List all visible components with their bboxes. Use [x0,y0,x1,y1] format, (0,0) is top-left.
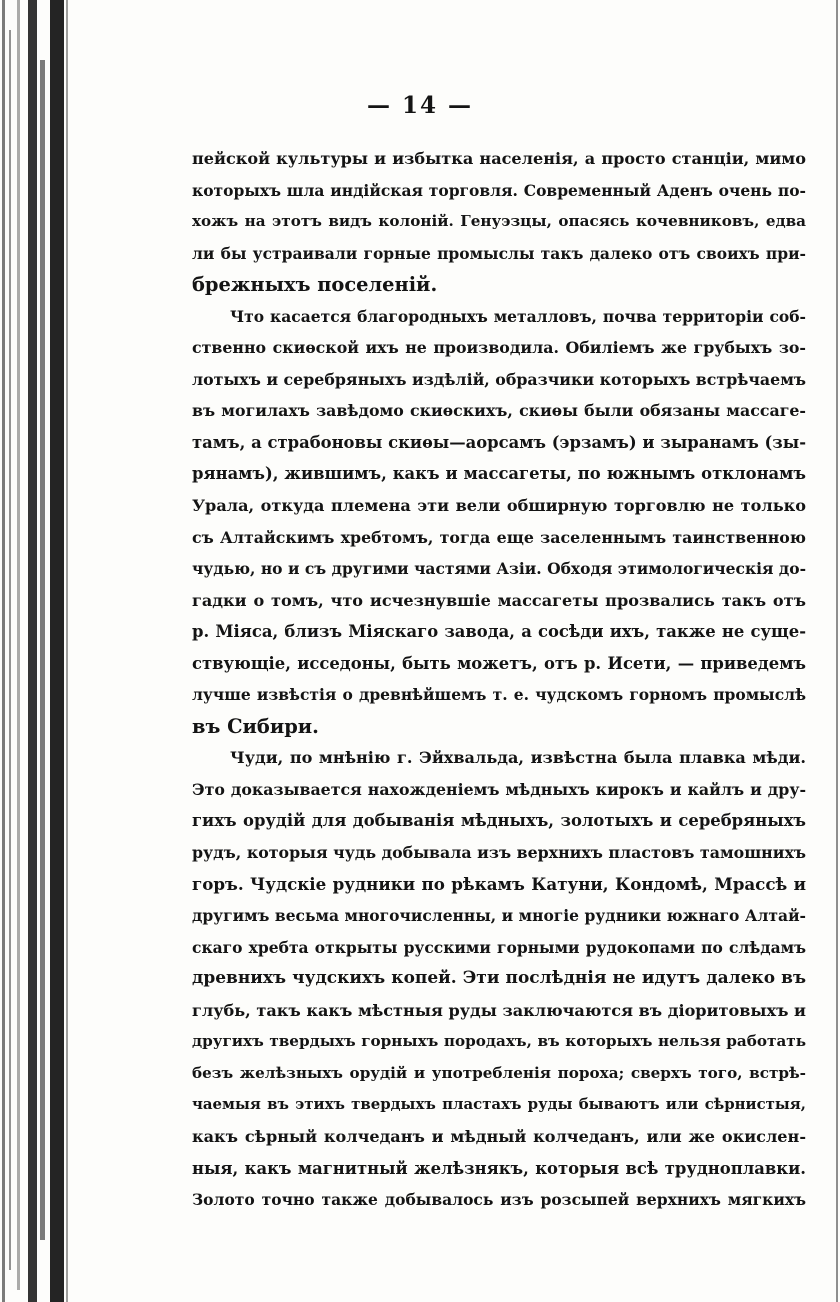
text-line: тамъ, а страбоновы скиѳы—аорсамъ (эрзамъ) и зыранамъ (зы- [192,432,806,452]
text-line: пейской культуры и избытка населенія, а просто станціи, мимо [192,149,806,168]
text-line: ственно скиѳской ихъ не производила. Обиліемъ же грубыхъ зо- [192,338,806,358]
text-line: Что касается благородныхъ металловъ, почва территоріи соб- [230,306,806,326]
text-line: глубь, такъ какъ мѣстныя руды заключаются въ діоритовыхъ и [192,1000,806,1020]
binding-shadow [28,0,37,1302]
text-line: чаемыя въ этихъ твердыхъ пластахъ руды бываютъ или сѣрнистыя, [192,1095,806,1114]
text-line: Чуди, по мнѣнію г. Эйхвальда, извѣстна была плавка мѣди. [230,748,806,768]
binding-shadow [2,0,5,1302]
text-line: Это доказывается нахожденіемъ мѣдныхъ кирокъ и кайлъ и дру- [192,779,806,799]
text-line: съ Алтайскимъ хребтомъ, тогда еще заселеннымъ таинственною [192,527,806,547]
text-line: рудъ, которыя чудь добывала изъ верхнихъ пластовъ тамошнихъ [192,843,806,863]
text-line: р. Міяса, близъ Міяскаго завода, а сосѣди ихъ, также не суще- [192,622,806,642]
book-binding-edge [0,0,70,1302]
text-line: безъ желѣзныхъ орудій и употребленія пороха; сверхъ того, встрѣ- [192,1063,806,1082]
text-line: ствующіе, исседоны, быть можетъ, отъ р. Исети, — приведемъ [192,653,806,673]
text-line: лотыхъ и серебряныхъ издѣлій, образчики которыхъ встрѣчаемъ [192,369,807,389]
text-line: какъ сѣрный колчеданъ и мѣдный колчеданъ, или же окислен- [192,1126,806,1146]
text-line: гихъ орудій для добыванія мѣдныхъ, золотыхъ и серебряныхъ [192,811,806,831]
binding-shadow [9,30,11,1270]
body-text [192,143,806,1216]
binding-shadow [50,0,64,1302]
text-line: Урала, откуда племена эти вели обширную торговлю не только [192,496,806,516]
binding-shadow [40,60,45,1240]
text-line: древнихъ чудскихъ копей. Эти послѣднія не идутъ далеко въ [192,968,806,989]
page-number: — 14 — [366,92,474,119]
text-line: брежныхъ поселеній. [192,273,438,297]
text-line: скаго хребта открыты русскими горными рудокопами по слѣдамъ [192,937,806,957]
text-line: ныя, какъ магнитный желѣзнякъ, которыя всѣ трудноплавки. [192,1158,806,1178]
page-right-edge [836,0,838,1302]
binding-shadow [17,0,20,1290]
text-line: Золото точно также добывалось изъ розсыпей верхнихъ мягкихъ [192,1190,806,1210]
text-line: другимъ весьма многочисленны, и многіе рудники южнаго Алтай- [192,906,806,926]
text-line: гадки о томъ, что исчезнувшіе массагеты прозвались такъ отъ [192,590,806,610]
text-line: хожъ на этотъ видъ колоній. Генуэзцы, опасясь кочевниковъ, едва [192,212,806,231]
binding-shadow [66,0,68,1302]
text-line: которыхъ шла индійская торговля. Современный Аденъ очень по- [192,180,806,200]
text-line: ли бы устраивали горные промыслы такъ далеко отъ своихъ при- [192,243,806,263]
text-line: горъ. Чудскіе рудники по рѣкамъ Катуни, Кондомѣ, Мрассѣ и [192,873,806,894]
text-line: чудью, но и съ другими частями Азіи. Обходя этимологическія до- [192,559,806,579]
text-line: другихъ твердыхъ горныхъ породахъ, въ которыхъ нельзя работать [192,1032,806,1051]
text-line: въ Сибири. [192,714,319,738]
text-line: въ могилахъ завѣдомо скиѳскихъ, скиѳы были обязаны массаге- [192,401,806,421]
text-line: рянамъ), жившимъ, какъ и массагеты, по южнымъ отклонамъ [192,464,806,484]
text-line: лучше извѣстія о древнѣйшемъ т. е. чудскомъ горномъ промыслѣ [192,685,806,705]
